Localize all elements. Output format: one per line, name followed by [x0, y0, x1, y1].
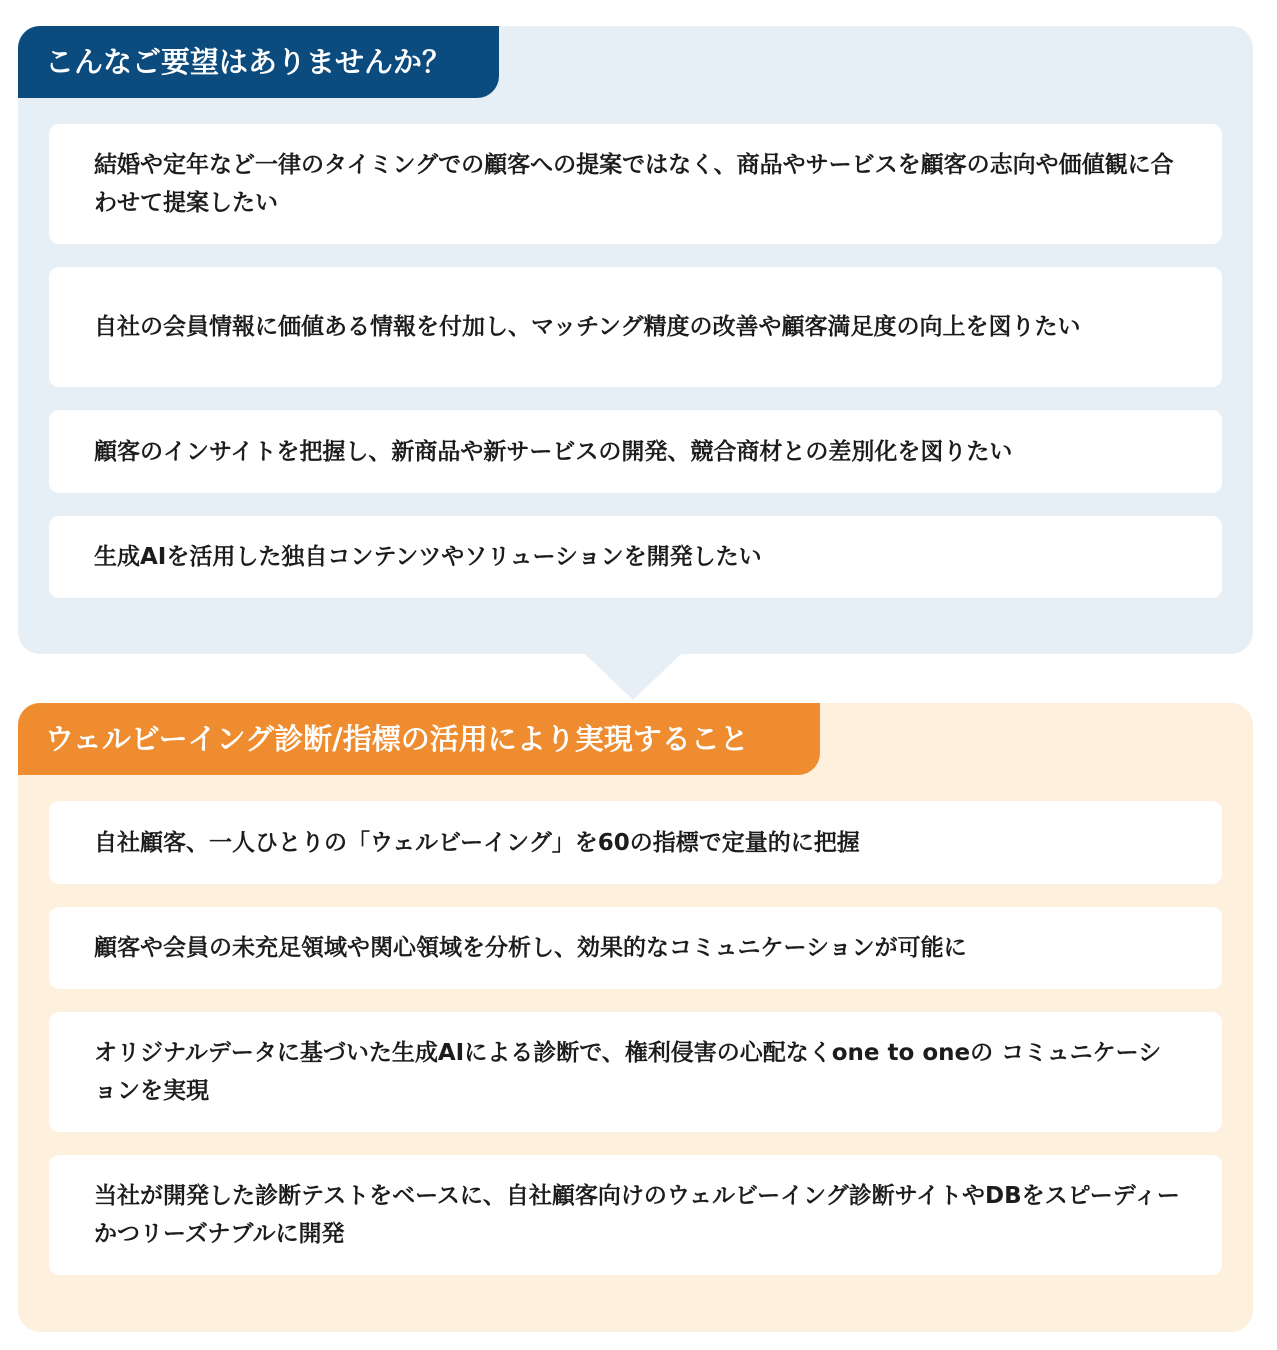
needs-item-1: [49, 124, 1222, 244]
needs-item-text: 生成AIを活用した独自コンテンツやソリューションを開発したい: [94, 544, 762, 570]
solutions-item-text: 自社顧客、一人ひとりの「ウェルビーイング」を60の指標で定量的に把握: [94, 829, 860, 856]
needs-item-text: 顧客のインサイトを把握し、新商品や新サービスの開発、競合商材との差別化を図りたい: [94, 438, 1013, 465]
needs-item-3: [49, 410, 1222, 493]
needs-title: こんなご要望はありませんか？: [18, 26, 499, 98]
solutions-item-4: [49, 1155, 1222, 1275]
down-arrow-pointer: [585, 654, 681, 700]
solutions-item-text: オリジナルデータに基づいた生成AIによる診断で、権利侵害の心配なくone to oneの コミュニケーションを実現: [94, 1040, 1162, 1104]
needs-item-text: 結婚や定年など一律のタイミングでの顧客への提案ではなく、商品やサービスを顧客の志向や価値観に合わせて提案したい: [94, 152, 1174, 216]
needs-item-4: [49, 516, 1222, 598]
solutions-item-1: [49, 801, 1222, 884]
solutions-item-2: [49, 907, 1222, 989]
needs-panel: [18, 26, 1253, 654]
solutions-item-text: 当社が開発した診断テストをベースに、自社顧客向けのウェルビーイング診断サイトやDBをスピーディーかつリーズナブルに開発: [94, 1183, 1180, 1247]
needs-item-2: [49, 267, 1222, 387]
solutions-panel: [18, 703, 1253, 1332]
solutions-item-text: 顧客や会員の未充足領域や関心領域を分析し、効果的なコミュニケーションが可能に: [94, 935, 967, 961]
needs-item-text: 自社の会員情報に価値ある情報を付加し、マッチング精度の改善や顧客満足度の向上を図りたい: [94, 314, 1081, 340]
solutions-item-3: [49, 1012, 1222, 1132]
solutions-title: ウェルビーイング診断/指標の活用により実現すること: [18, 703, 820, 775]
